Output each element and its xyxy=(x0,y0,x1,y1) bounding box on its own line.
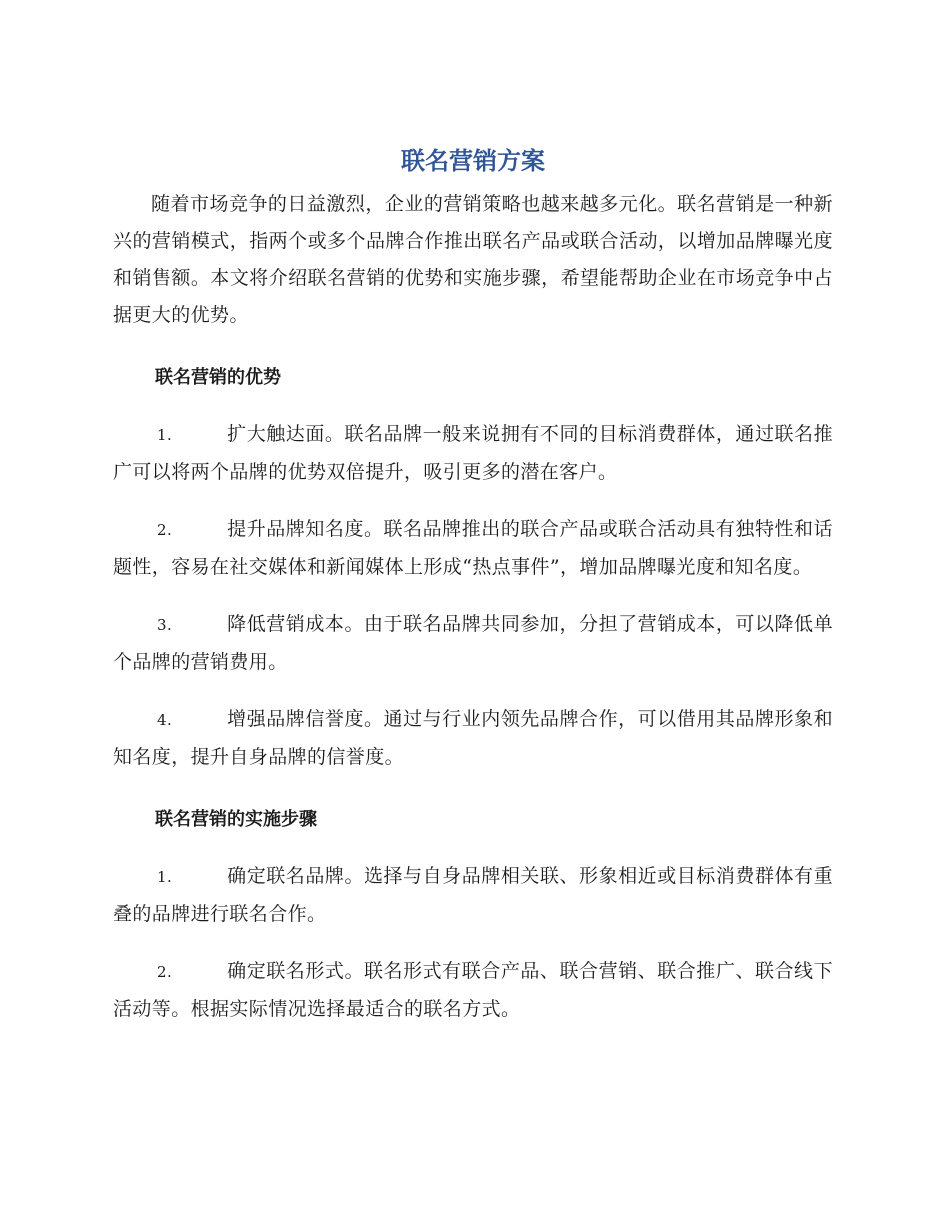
list-text: 确定联名品牌。选择与自身品牌相关联、形象相近或目标消费群体有重叠的品牌进行联名合作。 xyxy=(113,865,833,925)
list-text: 降低营销成本。由于联名品牌共同参加，分担了营销成本，可以降低单个品牌的营销费用。 xyxy=(113,613,833,673)
document-page xyxy=(113,140,833,1028)
list-text: 扩大触达面。联名品牌一般来说拥有不同的目标消费群体，通过联名推广可以将两个品牌的优势双倍提升，吸引更多的潜在客户。 xyxy=(113,423,833,483)
intro-paragraph: 随着市场竞争的日益激烈，企业的营销策略也越来越多元化。联名营销是一种新兴的营销模式，指两个或多个品牌合作推出联名产品或联合活动，以增加品牌曝光度和销售额。本文将介绍联名营销的优势和实施步骤，希望能帮助企业在市场竞争中占据更大的优势。 xyxy=(113,193,833,326)
list-text: 提升品牌知名度。联名品牌推出的联合产品或联合活动具有独特性和话题性，容易在社交媒体和新闻媒体上形成“热点事件”，增加品牌曝光度和知名度。 xyxy=(113,518,833,578)
section-heading-steps: 联名营销的实施步骤 xyxy=(155,809,317,830)
list-number: 4. xyxy=(157,711,173,729)
list-item xyxy=(113,858,833,933)
section-steps xyxy=(113,802,833,1028)
list-item xyxy=(113,606,833,681)
document-title: 联名营销方案 xyxy=(401,147,545,175)
list-text: 增强品牌信誉度。通过与行业内领先品牌合作，可以借用其品牌形象和知名度，提升自身品牌的信誉度。 xyxy=(113,708,833,768)
list-item xyxy=(113,701,833,776)
list-text: 确定联名形式。联名形式有联合产品、联合营销、联合推广、联合线下活动等。根据实际情况选择最适合的联名方式。 xyxy=(113,960,833,1020)
list-number: 2. xyxy=(157,521,173,539)
list-item xyxy=(113,416,833,491)
section-heading-advantages: 联名营销的优势 xyxy=(155,367,281,388)
list-number: 1. xyxy=(157,426,173,444)
list-item xyxy=(113,953,833,1028)
list-number: 3. xyxy=(157,616,173,634)
list-number: 2. xyxy=(157,963,173,981)
section-advantages xyxy=(113,360,833,776)
list-item xyxy=(113,511,833,586)
list-number: 1. xyxy=(157,868,173,886)
